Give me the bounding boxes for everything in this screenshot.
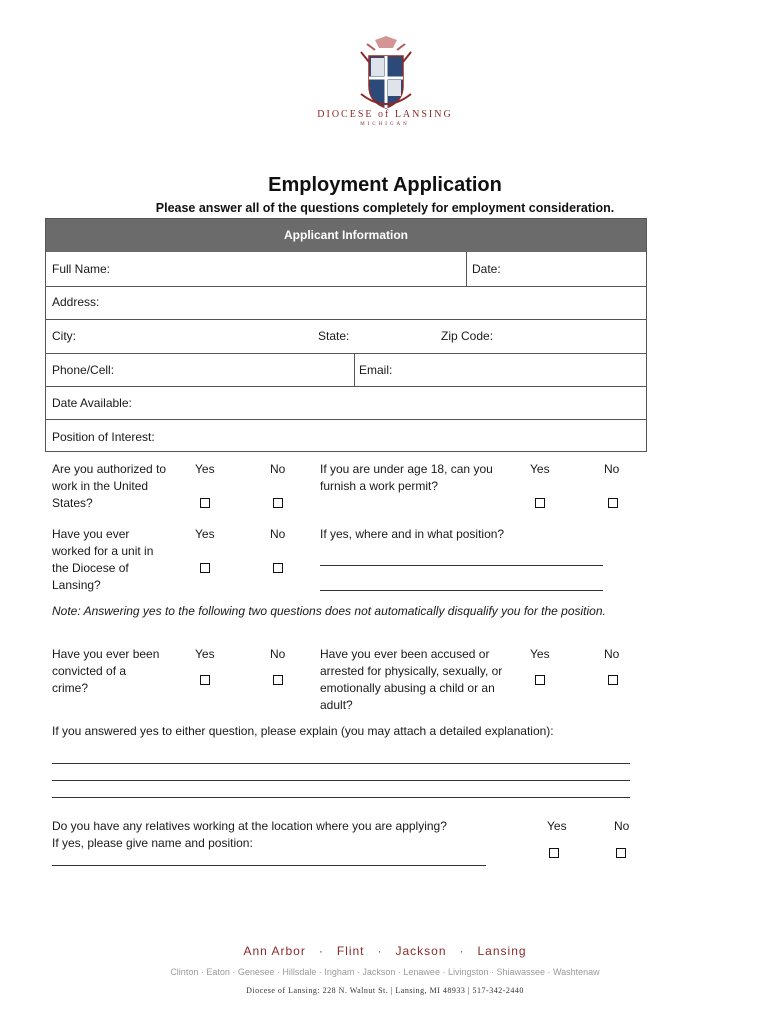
state-field[interactable]: State: bbox=[318, 329, 350, 343]
row-divider bbox=[46, 419, 646, 420]
date-available-field[interactable]: Date Available: bbox=[52, 396, 132, 410]
phone-field[interactable]: Phone/Cell: bbox=[52, 363, 115, 377]
row-divider bbox=[46, 286, 646, 287]
no-label: No bbox=[270, 462, 286, 476]
relatives-answer-line[interactable] bbox=[52, 865, 486, 866]
full-name-field[interactable]: Full Name: bbox=[52, 262, 111, 276]
under18-no-checkbox[interactable] bbox=[608, 498, 618, 508]
under18-yes-checkbox[interactable] bbox=[535, 498, 545, 508]
yes-label: Yes bbox=[195, 527, 215, 541]
relatives-no-checkbox[interactable] bbox=[616, 848, 626, 858]
yes-label: Yes bbox=[195, 462, 215, 476]
answer-line[interactable] bbox=[320, 565, 603, 566]
no-label: No bbox=[604, 647, 620, 661]
question-worked-unit: Have you ever worked for a unit in the Diocese of Lansing? bbox=[52, 527, 154, 592]
yes-label: Yes bbox=[547, 819, 567, 833]
footer-address: Diocese of Lansing: 228 N. Walnut St. | Lansing, MI 48933 | 517-342-2440 bbox=[246, 986, 524, 995]
diocese-crest-logo bbox=[355, 36, 417, 114]
convicted-yes-checkbox[interactable] bbox=[200, 675, 210, 685]
accused-no-checkbox[interactable] bbox=[608, 675, 618, 685]
yes-label: Yes bbox=[530, 462, 550, 476]
section-header: Applicant Information bbox=[46, 219, 646, 252]
page-subtitle: Please answer all of the questions completely for employment consideration. bbox=[155, 201, 615, 215]
no-label: No bbox=[614, 819, 630, 833]
authorized-no-checkbox[interactable] bbox=[273, 498, 283, 508]
worked-unit-no-checkbox[interactable] bbox=[273, 563, 283, 573]
col-divider bbox=[466, 252, 467, 286]
no-label: No bbox=[604, 462, 620, 476]
position-of-interest-field[interactable]: Position of Interest: bbox=[52, 430, 155, 444]
relatives-yes-checkbox[interactable] bbox=[549, 848, 559, 858]
accused-yes-checkbox[interactable] bbox=[535, 675, 545, 685]
question-convicted: Have you ever been convicted of a crime? bbox=[52, 647, 160, 695]
date-field[interactable]: Date: bbox=[472, 262, 501, 276]
row-divider bbox=[46, 386, 646, 387]
explain-line[interactable] bbox=[52, 780, 630, 781]
address-field[interactable]: Address: bbox=[52, 295, 100, 309]
authorized-yes-checkbox[interactable] bbox=[200, 498, 210, 508]
page-title: Employment Application bbox=[268, 174, 502, 196]
explain-line[interactable] bbox=[52, 763, 630, 764]
no-label: No bbox=[270, 647, 286, 661]
brand-subtitle: MICHIGAN bbox=[360, 122, 410, 127]
email-field[interactable]: Email: bbox=[359, 363, 393, 377]
question-where-position: If yes, where and in what position? bbox=[320, 527, 505, 541]
worked-unit-yes-checkbox[interactable] bbox=[200, 563, 210, 573]
brand-name: DIOCESE of LANSING bbox=[317, 109, 453, 120]
footer-cities: Ann Arbor · Flint · Jackson · Lansing bbox=[243, 944, 527, 958]
question-authorized: Are you authorized to work in the United States? bbox=[52, 462, 167, 510]
answer-line[interactable] bbox=[320, 590, 603, 591]
question-accused: Have you ever been accused or arrested for physically, sexually, or emotionally abusing a child or an adult? bbox=[320, 647, 503, 712]
relatives-name-prompt: If yes, please give name and position: bbox=[52, 836, 253, 850]
convicted-no-checkbox[interactable] bbox=[273, 675, 283, 685]
city-field[interactable]: City: bbox=[52, 329, 76, 343]
question-under18: If you are under age 18, can you furnish a work permit? bbox=[320, 462, 493, 493]
col-divider bbox=[354, 353, 355, 386]
applicant-info-table bbox=[45, 218, 647, 452]
row-divider bbox=[46, 353, 646, 354]
explain-prompt: If you answered yes to either question, please explain (you may attach a detailed explanation): bbox=[52, 724, 554, 738]
footer-counties: Clinton · Eaton · Genesee · Hillsdale · Ingham · Jackson · Lenawee · Livingston · Shiawassee · Washtenaw bbox=[170, 967, 600, 977]
yes-label: Yes bbox=[530, 647, 550, 661]
yes-label: Yes bbox=[195, 647, 215, 661]
disqualify-note: Note: Answering yes to the following two questions does not automatically disqualify you for the position. bbox=[52, 604, 606, 618]
zip-code-field[interactable]: Zip Code: bbox=[441, 329, 494, 343]
no-label: No bbox=[270, 527, 286, 541]
question-relatives: Do you have any relatives working at the location where you are applying? bbox=[52, 819, 447, 833]
row-divider bbox=[46, 319, 646, 320]
explain-line[interactable] bbox=[52, 797, 630, 798]
